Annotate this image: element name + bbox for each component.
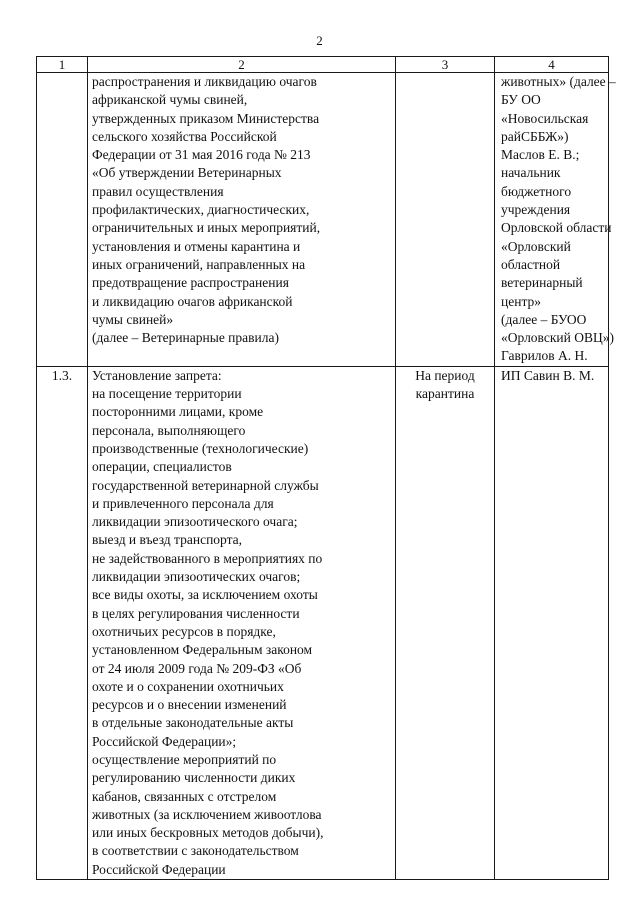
text-line: Гаврилов А. Н. xyxy=(501,348,588,364)
text-line: чумы свиней» xyxy=(92,311,174,327)
text-line: Российской Федерации»; xyxy=(92,733,237,749)
text-line: «Новосильская xyxy=(501,110,589,126)
text-line: от 24 июля 2009 года № 209-ФЗ «Об xyxy=(92,660,302,676)
text-line: охотничьих ресурсов в порядке, xyxy=(92,623,276,639)
text-line: ветеринарный xyxy=(501,275,583,291)
description-cell xyxy=(88,366,396,879)
text-line: бюджетного xyxy=(501,183,572,199)
header-col-4: 4 xyxy=(495,57,609,73)
period-cell xyxy=(396,366,495,879)
text-line: ресурсов и о внесении изменений xyxy=(92,697,287,713)
description-cell xyxy=(88,73,396,367)
row-number-cell xyxy=(37,73,88,367)
text-line: Орловской области xyxy=(501,220,612,236)
text-line: центр» xyxy=(501,293,542,309)
text-line: «Об утверждении Ветеринарных xyxy=(92,165,282,181)
page-number: 2 xyxy=(316,33,323,48)
text-line: БУ ОО xyxy=(501,92,541,108)
text-line: начальник xyxy=(501,165,561,181)
text-line: Российской Федерации xyxy=(92,861,226,877)
text-line: установления и отмены карантина и xyxy=(92,238,301,254)
text-line: регулированию численности диких xyxy=(92,770,296,786)
text-line: «Орловский xyxy=(501,238,571,254)
text-line: ликвидации эпизоотических очагов; xyxy=(92,569,301,585)
text-line: ИП Савин В. М. xyxy=(501,367,595,383)
text-line: правил осуществления xyxy=(92,183,224,199)
text-line: и привлеченного персонала для xyxy=(92,495,274,511)
text-line: ограничительных и иных мероприятий, xyxy=(92,220,321,236)
text-line: утвержденных приказом Министерства xyxy=(92,110,320,126)
text-line: осуществление мероприятий по xyxy=(92,751,277,767)
text-line: на посещение территории xyxy=(92,386,242,402)
text-line: операции, специалистов xyxy=(92,459,232,475)
text-line: в целях регулирования численности xyxy=(92,605,300,621)
text-line: персонала, выполняющего xyxy=(92,422,246,438)
text-line: распространения и ликвидацию очагов xyxy=(92,74,317,89)
text-line: «Орловский ОВЦ») xyxy=(501,330,614,346)
text-line: (далее – Ветеринарные правила) xyxy=(92,330,279,346)
text-line: учреждения xyxy=(501,202,571,218)
text-line: установленном Федеральным законом xyxy=(92,642,313,658)
text-line: или иных бескровных методов добычи), xyxy=(92,825,324,841)
text-line: райСББЖ») xyxy=(501,128,569,144)
text-line: посторонними лицами, кроме xyxy=(92,404,264,420)
text-line: африканской чумы свиней, xyxy=(92,92,248,108)
header-col-2: 2 xyxy=(88,57,396,73)
period-cell xyxy=(396,73,495,367)
text-line: сельского хозяйства Российской xyxy=(92,128,277,144)
text-line: Установление запрета: xyxy=(92,367,222,383)
text-line: ликвидации эпизоотического очага; xyxy=(92,514,298,530)
text-line: в соответствии с законодательством xyxy=(92,843,299,859)
text-line: производственные (технологические) xyxy=(92,440,309,456)
text-line: животных» (далее – xyxy=(501,74,616,89)
responsible-cell xyxy=(495,73,616,367)
table-row-continued xyxy=(37,73,609,367)
text-line: животных (за исключением живоотлова xyxy=(92,806,322,822)
text-line: охоте и о сохранении охотничьих xyxy=(92,678,284,694)
table-header-row xyxy=(37,57,609,73)
text-line: (далее – БУОО xyxy=(501,311,587,327)
text-line: государственной ветеринарной службы xyxy=(92,477,319,493)
text-line: Маслов Е. В.; xyxy=(501,147,580,163)
header-col-3: 3 xyxy=(396,57,495,73)
row-number-cell: 1.3. xyxy=(37,366,88,879)
responsible-cell xyxy=(495,366,609,879)
text-line: выезд и въезд транспорта, xyxy=(92,532,243,548)
text-line: иных ограничений, направленных на xyxy=(92,256,306,272)
text-line: профилактических, диагностических, xyxy=(92,202,310,218)
text-line: все виды охоты, за исключением охоты xyxy=(92,587,318,603)
text-line: не задействованного в мероприятиях по xyxy=(92,550,323,566)
text-line: предотвращение распространения xyxy=(92,275,289,291)
text-line: и ликвидацию очагов африканской xyxy=(92,293,293,309)
measures-table xyxy=(36,56,616,880)
text-line: карантина xyxy=(415,386,475,402)
header-col-1: 1 xyxy=(37,57,88,73)
text-line: На период xyxy=(415,367,475,383)
text-line: в отдельные законодательные акты xyxy=(92,715,294,731)
table-row-1-3 xyxy=(37,366,609,879)
text-line: областной xyxy=(501,256,561,272)
text-line: кабанов, связанных с отстрелом xyxy=(92,788,277,804)
text-line: Федерации от 31 мая 2016 года № 213 xyxy=(92,147,311,163)
